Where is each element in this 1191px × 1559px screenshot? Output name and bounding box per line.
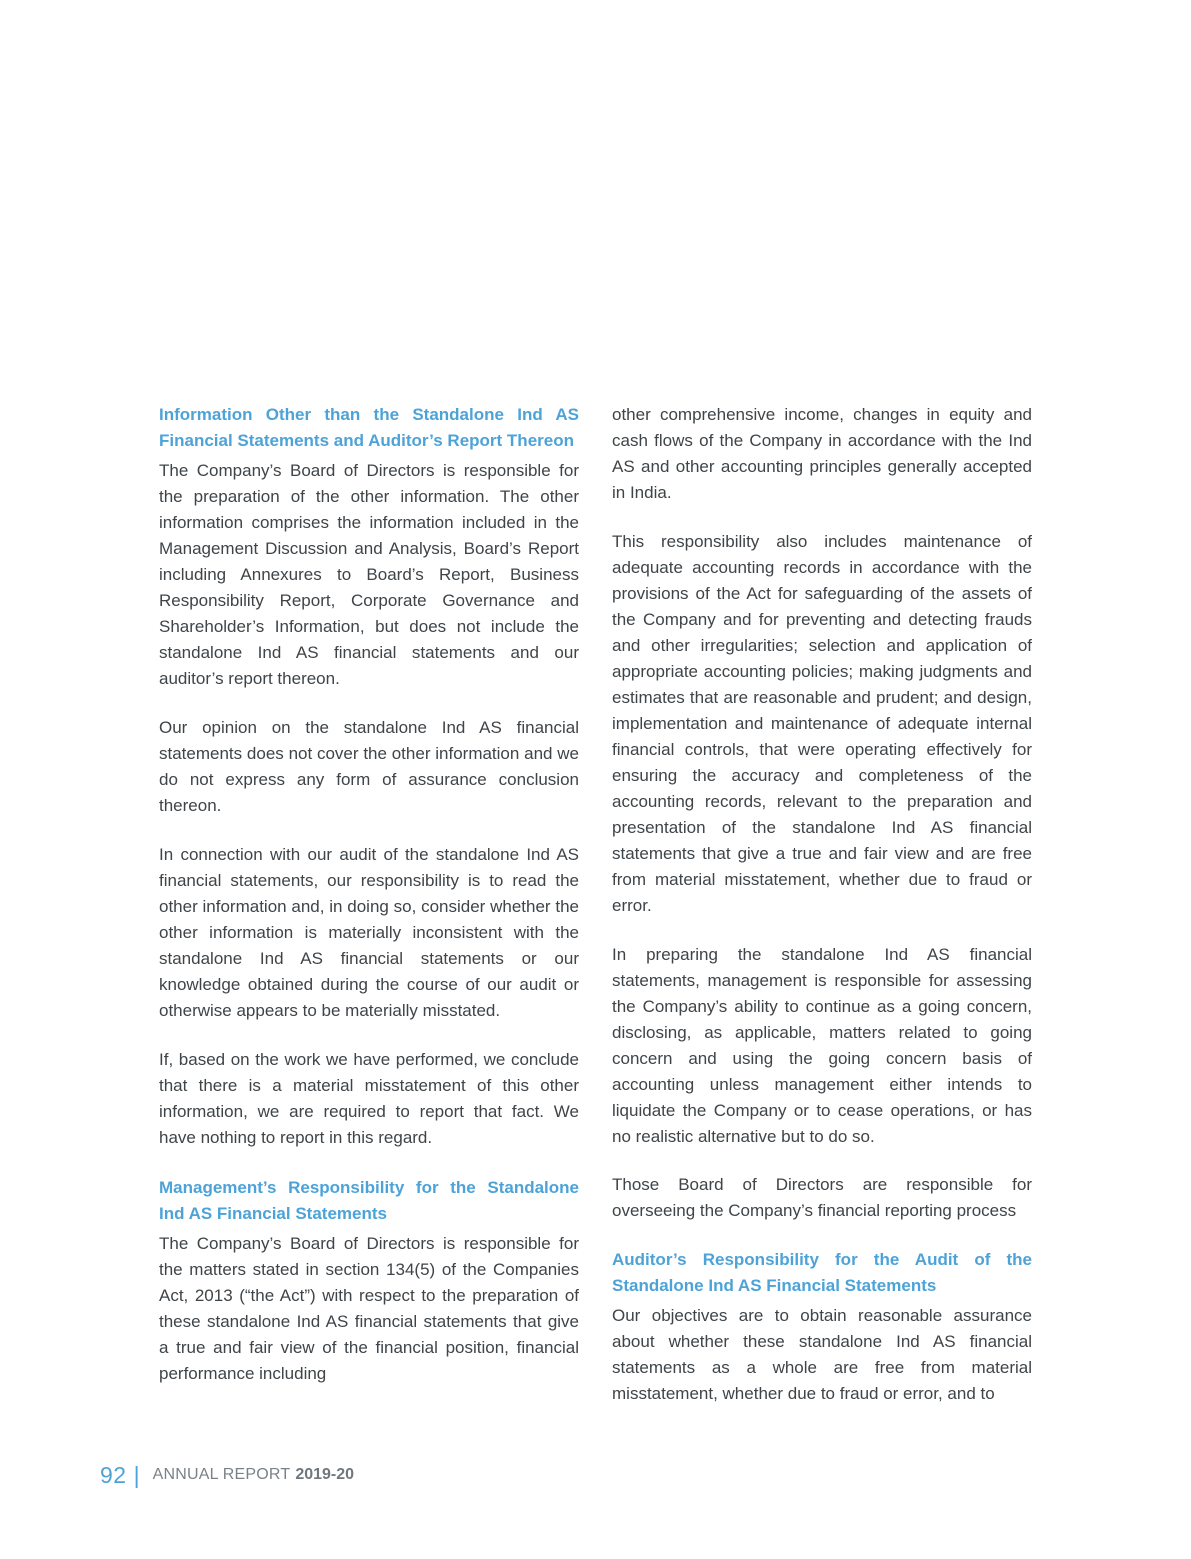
section-heading-auditor-responsibility: Auditor’s Responsibility for the Audit of the Standalone Ind AS Financial Statements [612, 1250, 1032, 1295]
footer-separator: | [133, 1461, 140, 1488]
paragraph: In connection with our audit of the standalone Ind AS financial statements, our responsibility is to read the other information and, in doing so, consider whether the other information is materially inconsistent with the standalone Ind AS financial statements or our knowledge obtained during the course of our audit or otherwise appears to be materially misstated. [159, 845, 579, 1020]
paragraph: Those Board of Directors are responsible for overseeing the Company’s financial reporting process [612, 1175, 1032, 1220]
right-column [612, 402, 1032, 1430]
paragraph: The Company’s Board of Directors is responsible for the matters stated in section 134(5) of the Companies Act, 2013 (“the Act”) with respect to the preparation of these standalone Ind AS financial statements that give a true and fair view of the financial position, financial performance including [159, 1234, 579, 1383]
paragraph: The Company’s Board of Directors is responsible for the preparation of the other information. The other information comprises the information included in the Management Discussion and Analysis, Board’s Report including Annexures to Board’s Report, Business Responsibility Report, Corporate Governance and Shareholder’s Information, but does not include the standalone Ind AS financial statements and our auditor’s report thereon. [159, 461, 579, 688]
section-heading-management-responsibility: Management’s Responsibility for the Standalone Ind AS Financial Statements [159, 1178, 579, 1223]
left-column [159, 402, 579, 1410]
footer-report-label: ANNUAL REPORT [152, 1466, 291, 1483]
footer-report-year: 2019-20 [295, 1466, 355, 1483]
page-footer [100, 1458, 354, 1492]
paragraph: Our objectives are to obtain reasonable assurance about whether these standalone Ind AS financial statements as a whole are free from material misstatement, whether due to fraud or error, and to [612, 1306, 1032, 1403]
section-heading-other-information: Information Other than the Standalone Ind AS Financial Statements and Auditor’s Report Thereon [159, 405, 579, 450]
paragraph: If, based on the work we have performed, we conclude that there is a material misstatement of this other information, we are required to report that fact. We have nothing to report in this regard. [159, 1050, 579, 1147]
paragraph: other comprehensive income, changes in equity and cash flows of the Company in accordance with the Ind AS and other accounting principles generally accepted in India. [612, 405, 1032, 502]
paragraph: This responsibility also includes maintenance of adequate accounting records in accordance with the provisions of the Act for safeguarding of the assets of the Company and for preventing and detecting frauds and other irregularities; selection and application of appropriate accounting policies; making judgments and estimates that are reasonable and prudent; and design, implementation and maintenance of adequate internal financial controls, that were operating effectively for ensuring the accuracy and completeness of the accounting records, relevant to the preparation and presentation of the standalone Ind AS financial statements that give a true and fair view and are free from material misstatement, whether due to fraud or error. [612, 532, 1032, 915]
page-number: 92 [100, 1461, 127, 1488]
paragraph: In preparing the standalone Ind AS financial statements, management is responsible for assessing the Company’s ability to continue as a going concern, disclosing, as applicable, matters related to going concern and using the going concern basis of accounting unless management either intends to liquidate the Company or to cease operations, or has no realistic alternative but to do so. [612, 945, 1032, 1146]
paragraph: Our opinion on the standalone Ind AS financial statements does not cover the other information and we do not express any form of assurance conclusion thereon. [159, 718, 579, 815]
